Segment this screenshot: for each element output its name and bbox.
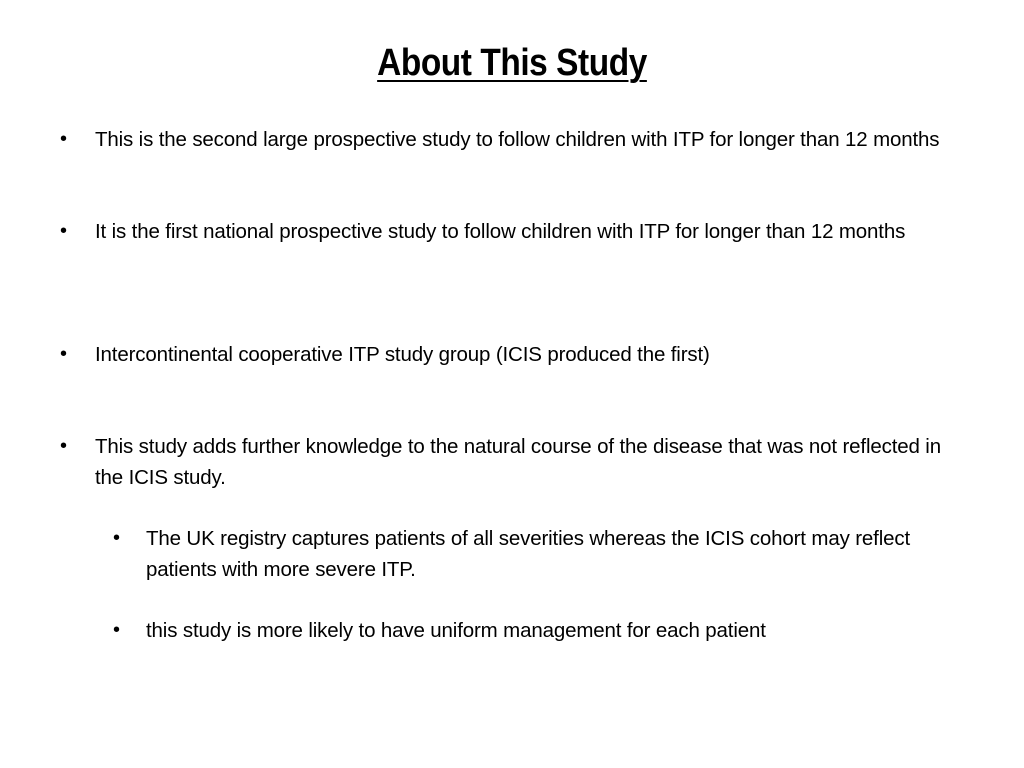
sub-bullet-item bbox=[113, 615, 943, 646]
bullet-item bbox=[60, 216, 950, 247]
bullet-text: This is the second large prospective study to follow children with ITP for longer than 12 months bbox=[95, 128, 940, 151]
bullet-marker: • bbox=[113, 619, 120, 641]
bullet-marker: • bbox=[60, 128, 67, 150]
bullet-marker: • bbox=[60, 220, 67, 242]
bullet-item bbox=[60, 431, 950, 493]
sub-bullet-text: this study is more likely to have uniform management for each patient bbox=[146, 619, 766, 642]
bullet-text: It is the first national prospective study to follow children with ITP for longer than 12 months bbox=[95, 220, 906, 243]
bullet-text: Intercontinental cooperative ITP study group (ICIS produced the first) bbox=[95, 343, 710, 366]
bullet-marker: • bbox=[113, 527, 120, 549]
bullet-item bbox=[60, 124, 950, 155]
bullet-text: This study adds further knowledge to the natural course of the disease that was not reflected in the ICIS study. bbox=[95, 435, 941, 489]
bullet-marker: • bbox=[60, 435, 67, 457]
sub-bullet-text: The UK registry captures patients of all severities whereas the ICIS cohort may reflect patients with more severe ITP. bbox=[146, 527, 910, 581]
bullet-item bbox=[60, 339, 950, 370]
sub-bullet-item bbox=[113, 523, 943, 585]
bullet-marker: • bbox=[60, 343, 67, 365]
slide-title: About This Study bbox=[377, 42, 647, 84]
